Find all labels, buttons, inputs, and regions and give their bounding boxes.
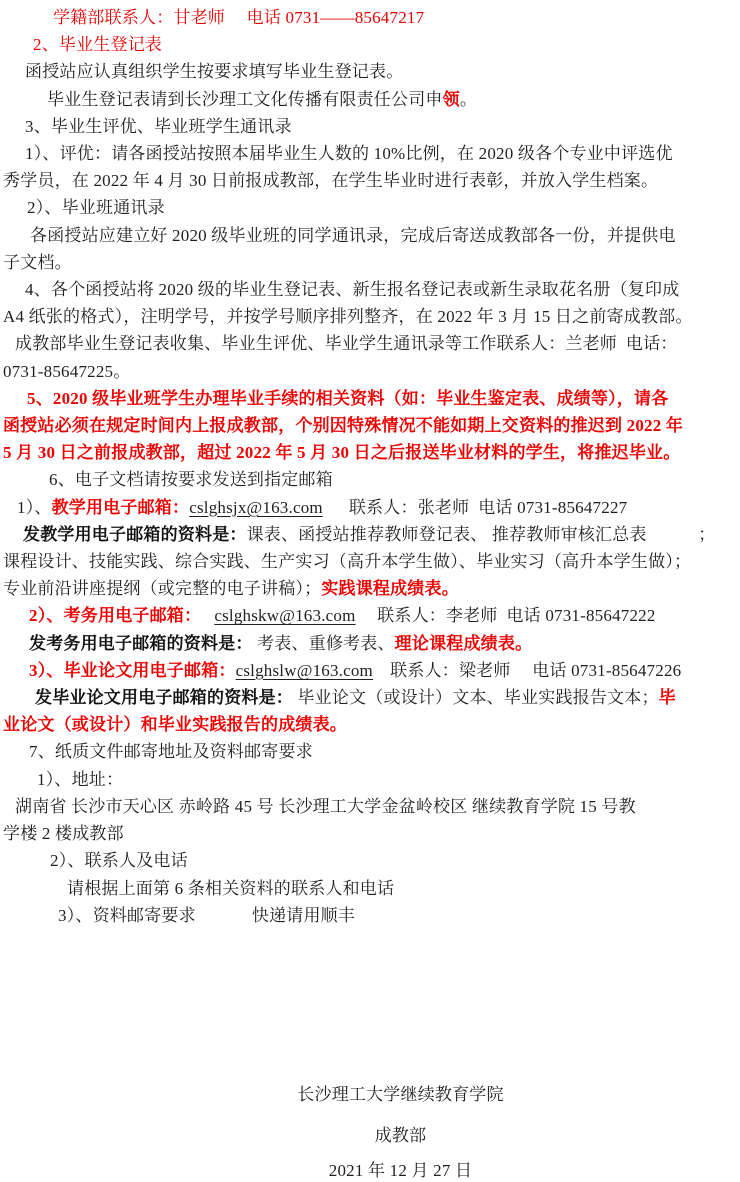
text-segment: 课表、函授站推荐教师登记表、 推荐教师审核汇总表 ；	[246, 524, 716, 544]
text-segment: 发教学用电子邮箱的资料是：	[23, 524, 247, 544]
text-segment: 秀学员，在 2022 年 4 月 30 日前报成教部，在学生毕业时进行表彰，并放入学生档案。	[3, 171, 659, 191]
text-segment: 函授站必须在规定时间内上报成教部，个别因特殊情况不能如期上交资料的推迟到 2022 年	[3, 416, 684, 436]
heading-5-deadline-line3	[3, 439, 738, 466]
heading-4-materials-line1	[3, 276, 738, 303]
text-segment: 发毕业论文用电子邮箱的资料是：	[35, 688, 293, 708]
text-segment: 毕	[658, 688, 676, 708]
xueji-contact	[3, 4, 738, 31]
item-3-thesis-email	[3, 657, 738, 684]
item-1-teaching-email-materials-line3	[3, 575, 738, 602]
text-segment: 1）、评优：请各函授站按照本届毕业生人数的 10%比例，在 2020 级各个专业中评选优	[25, 144, 673, 164]
text-segment: 联系人：李老师 电话 0731-85647222	[355, 606, 656, 626]
text-segment: 3）、资料邮寄要求 快递请用顺丰	[58, 905, 356, 925]
text-segment: 1）、	[17, 497, 52, 517]
item-3-thesis-email-materials-line1	[3, 684, 738, 711]
text-segment: 2）、毕业班通讯录	[27, 198, 165, 218]
email-link[interactable]: cslghsjx@163.com	[189, 497, 323, 517]
text-segment: 业论文（或设计）和毕业实践报告的成绩表。	[3, 715, 347, 735]
para-registration-instruction	[3, 58, 738, 85]
heading-6-email-instruction	[3, 466, 738, 493]
text-segment: 3、毕业生评优、毕业班学生通讯录	[25, 116, 292, 136]
text-segment: 5、2020 级毕业班学生办理毕业手续的相关资料（如：毕业生鉴定表、成绩等），请各	[27, 388, 669, 408]
text-segment: 5 月 30 日之前报成教部，超过 2022 年 5 月 30 日之后报送毕业材料的学生，将推迟毕业。	[3, 443, 681, 463]
item-2-class-roster-line1	[3, 222, 738, 249]
text-segment: 2、毕业生登记表	[33, 35, 163, 55]
heading-5-deadline-line2	[3, 412, 738, 439]
heading-4-materials-line2	[3, 303, 738, 330]
item-2-class-roster-line2	[3, 249, 738, 276]
text-segment: 毕业论文（或设计）文本、毕业实践报告文本；	[293, 688, 659, 708]
item-2-exam-email	[3, 602, 738, 629]
text-segment: 学籍部联系人：甘老师 电话 0731——85647217	[53, 8, 425, 27]
heading-3-evaluation-roster	[3, 113, 738, 140]
text-segment: 4、各个函授站将 2020 级的毕业生登记表、新生报名登记表或新生录取花名册（复印成	[25, 280, 680, 300]
text-segment: 各函授站应建立好 2020 级毕业班的同学通讯录，完成后寄送成教部各一份，并提供电	[30, 225, 676, 245]
text-segment: 3）、毕业论文用电子邮箱：	[29, 660, 236, 680]
signature-date	[3, 1157, 738, 1182]
text-segment: 毕业生登记表请到长沙理工文化传播有限责任公司申	[47, 89, 443, 109]
text-segment: 请根据上面第 6 条相关资料的联系人和电话	[67, 878, 395, 898]
text-segment: 7、纸质文件邮寄地址及资料邮寄要求	[29, 742, 313, 762]
heading-2-graduate-registration-form	[3, 31, 738, 58]
text-segment: 发考务用电子邮箱的资料是：	[29, 633, 253, 653]
para-chengjiaobu-contact-line2	[3, 358, 738, 385]
item-1-evaluation-line1	[3, 140, 738, 167]
text-segment: 联系人：梁老师 电话 0731-85647226	[372, 660, 682, 680]
text-segment: 专业前沿讲座提纲（或完整的电子讲稿）；	[3, 579, 322, 599]
item-1-teaching-email	[3, 494, 738, 521]
text-segment: 1）、地址：	[37, 769, 124, 789]
heading-5-deadline-line1	[3, 385, 738, 412]
text-segment: 湖南省 长沙市天心区 赤岭路 45 号 长沙理工大学金盆岭校区 继续教育学院 15 号教	[15, 796, 636, 816]
item-2-exam-email-materials	[3, 630, 738, 657]
text-segment: 理论课程成绩表。	[394, 633, 533, 653]
item-1-address-line2	[3, 820, 738, 847]
para-chengjiaobu-contact-line1	[3, 330, 738, 357]
text-segment: 课程设计、技能实践、综合实践、生产实习（高升本学生做）、毕业实习（高升本学生做）；	[3, 552, 692, 572]
signature-institution	[3, 1081, 738, 1108]
item-3-thesis-email-materials-line2	[3, 711, 738, 738]
text-segment: 实践课程成绩表。	[321, 579, 459, 599]
item-1-teaching-email-materials-line1	[3, 521, 738, 548]
text-segment: A4 纸张的格式），注明学号，并按学号顺序排列整齐，在 2022 年 3 月 15 日之前寄成教部。	[3, 307, 693, 327]
text-segment: 教学用电子邮箱：	[51, 497, 190, 517]
text-segment: 联系人：张老师 电话 0731-85647227	[322, 497, 628, 517]
text-segment	[193, 606, 215, 625]
text-segment: 2）、考务用电子邮箱：	[29, 606, 193, 626]
text-segment: 2）、联系人及电话	[50, 851, 188, 871]
item-1-address-heading	[3, 766, 738, 793]
text-segment: 领	[442, 89, 460, 109]
text-segment: 0731-85647225。	[3, 361, 131, 381]
text-segment: 考表、重修考表、	[252, 633, 395, 653]
text-segment: 函授站应认真组织学生按要求填写毕业生登记表。	[25, 62, 404, 82]
item-2-contacts-note	[3, 875, 738, 902]
text-segment: 2021 年 12 月 27 日	[328, 1161, 473, 1181]
item-1-evaluation-line2	[3, 167, 738, 194]
text-segment: 成教部	[374, 1126, 427, 1146]
item-1-teaching-email-materials-line2	[3, 548, 738, 575]
para-registration-pickup	[3, 86, 738, 113]
item-2-contacts-heading	[3, 847, 738, 874]
text-segment: 子文档。	[3, 252, 72, 272]
text-segment: 。	[459, 89, 478, 109]
item-1-address-line1	[3, 793, 738, 820]
item-2-class-roster-heading	[3, 194, 738, 221]
text-segment: 成教部毕业生登记表收集、毕业生评优、毕业学生通讯录等工作联系人：兰老师 电话：	[15, 334, 678, 354]
heading-7-mailing	[3, 738, 738, 765]
text-segment: 学楼 2 楼成教部	[3, 824, 124, 844]
signature-department	[3, 1122, 738, 1149]
text-segment: 长沙理工大学继续教育学院	[297, 1084, 504, 1104]
email-link[interactable]: cslghslw@163.com	[235, 660, 373, 680]
email-link[interactable]: cslghskw@163.com	[214, 606, 356, 626]
item-3-mailing-requirement	[3, 902, 738, 929]
text-segment: 6、电子文档请按要求发送到指定邮箱	[49, 470, 333, 490]
